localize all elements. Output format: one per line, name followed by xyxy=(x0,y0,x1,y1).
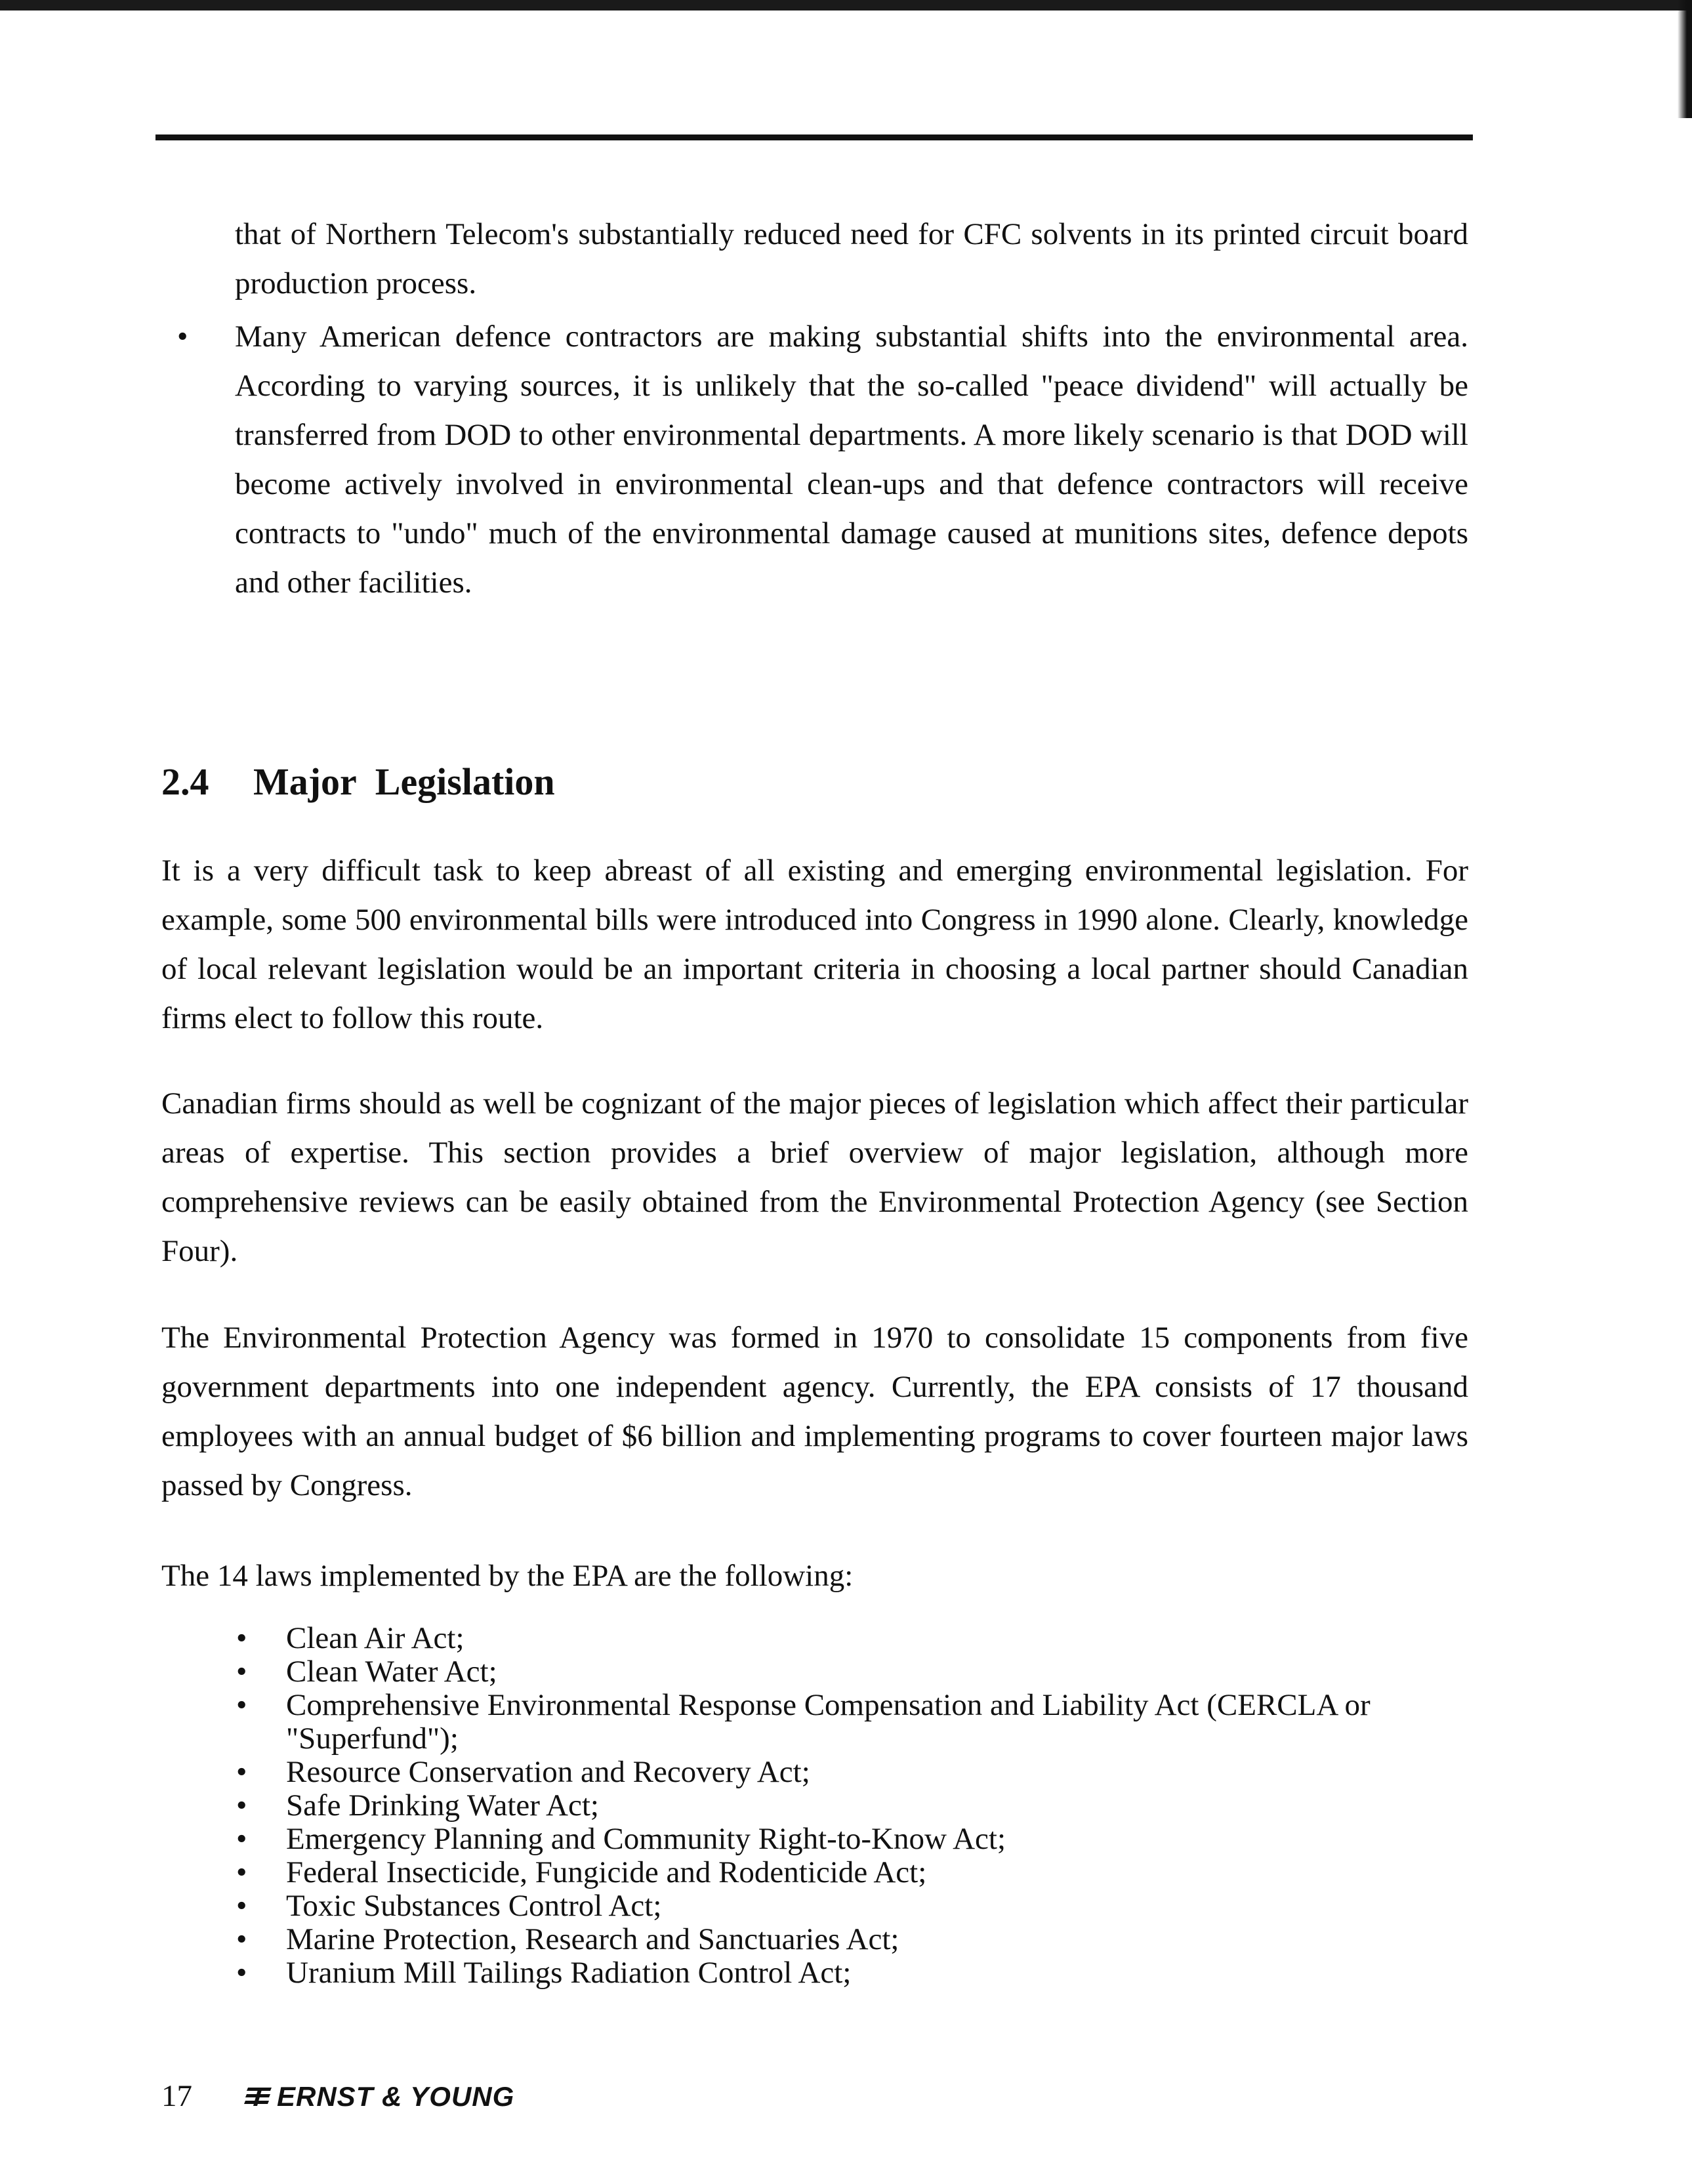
header-rule xyxy=(155,134,1473,140)
bullet-text: Many American defence contractors are making substantial shifts into the environmental area. According to varying sources, it is unlikely that the so-called "peace dividend" will actually be transferred from DOD to other environmental departments. A more likely scenario is that DOD will become actively involved in environmental clean-ups and that defence contractors will receive contracts to "undo" much of the environmental damage caused at munitions sites, defence depots and other facilities. xyxy=(235,319,1468,600)
paragraph-epa: The Environmental Protection Agency was formed in 1970 to consolidate 15 components from five government departments into one independent agency. Currently, the EPA consists of 17 thousand employees with an annual budget of $6 billion and implementing programs to cover fourteen major laws passed by Congress. xyxy=(161,1321,1468,1502)
paragraph-laws-intro: The 14 laws implemented by the EPA are the following: xyxy=(161,1559,854,1593)
section-title: Major Legislation xyxy=(253,760,555,803)
law-list-item: • Toxic Substances Control Act; xyxy=(236,1889,1476,1923)
law-list-item: • Resource Conservation and Recovery Act; xyxy=(236,1756,1476,1789)
scan-page-curl xyxy=(1678,0,1692,118)
page-number: 17 xyxy=(161,2079,192,2113)
law-list-item: • Clean Air Act; xyxy=(236,1622,1476,1655)
law-list-item: • Safe Drinking Water Act; xyxy=(236,1789,1476,1823)
law-list-item: • Emergency Planning and Community Right-to-Know Act; xyxy=(236,1823,1476,1856)
continuation-paragraph: that of Northern Telecom's substantially reduced need for CFC solvents in its printed circuit board production process. xyxy=(235,217,1468,300)
law-list-item: • Clean Water Act; xyxy=(236,1655,1476,1689)
bullet-icon: • xyxy=(177,319,188,354)
law-list-item: • Comprehensive Environmental Response Compensation and Liability Act (CERCLA or "Superfund"); xyxy=(236,1689,1476,1756)
ernst-young-logo xyxy=(244,2078,514,2115)
law-list-item: • Federal Insecticide, Fungicide and Rodenticide Act; xyxy=(236,1856,1476,1889)
law-list-item: • Marine Protection, Research and Sanctuaries Act; xyxy=(236,1923,1476,1956)
section-number: 2.4 xyxy=(161,760,209,803)
paragraph-intro: It is a very difficult task to keep abreast of all existing and emerging environmental legislation. For example, some 500 environmental bills were introduced into Congress in 1990 alone. Clearly, knowledge of local relevant legislation would be an important criteria in choosing a local partner should Canadian firms elect to follow this route. xyxy=(161,854,1468,1035)
ey-emblem-icon xyxy=(244,2085,273,2109)
scan-top-edge xyxy=(0,0,1692,10)
laws-list xyxy=(236,1622,1476,1990)
law-list-item: • Uranium Mill Tailings Radiation Control Act; xyxy=(236,1956,1476,1990)
logo-wordmark: ERNST & YOUNG xyxy=(277,2081,515,2112)
section-heading xyxy=(161,756,555,808)
paragraph-canadian-firms: Canadian firms should as well be cognizant of the major pieces of legislation which affect their particular areas of expertise. This section provides a brief overview of major legislation, although more comprehensive reviews can be easily obtained from the Environmental Protection Agency (see Section Four). xyxy=(161,1086,1468,1268)
